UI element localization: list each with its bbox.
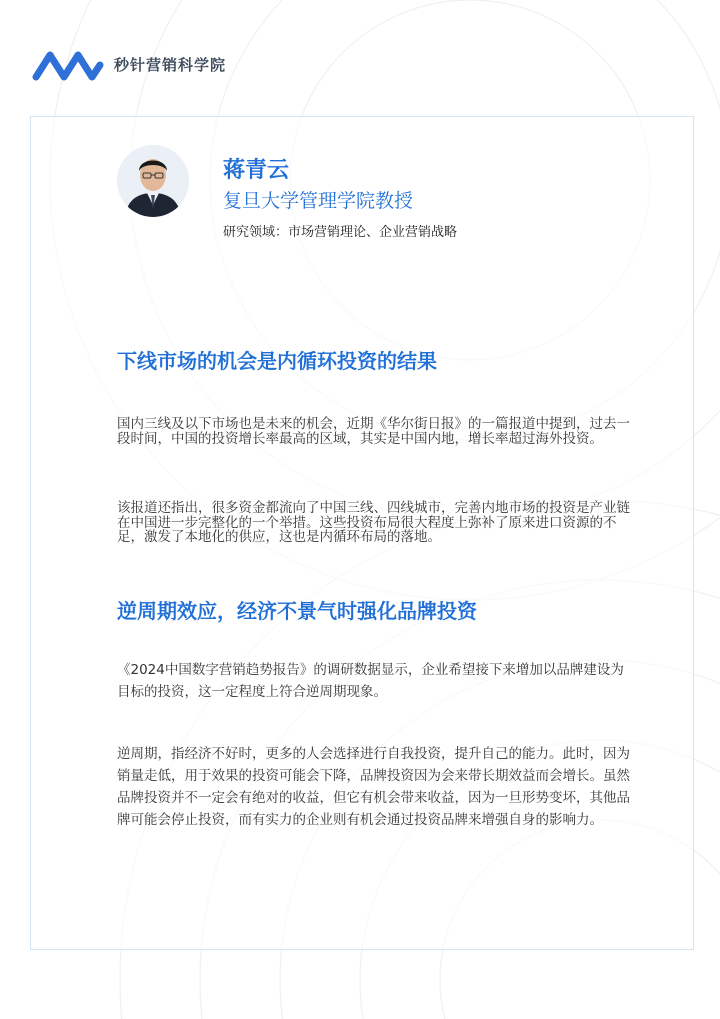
mw-logo-icon: [32, 47, 104, 81]
profile-text: [223, 157, 457, 240]
author-research-field: 研究领域：市场营销理论、企业营销战略: [223, 225, 458, 240]
article-card: [30, 116, 694, 950]
section-1-heading: 下线市场的机会是内循环投资的结果: [117, 349, 437, 373]
person-portrait-icon: [117, 145, 189, 217]
section-2-heading: 逆周期效应，经济不景气时强化品牌投资: [117, 599, 477, 623]
author-profile: [117, 145, 457, 240]
section-1-paragraph-1: 国内三线及以下市场也是未来的机会，近期《华尔街日报》的一篇报道中提到，过去一段时间，中国的投资增长率最高的区域，其实是中国内地，增长率超过海外投资。: [117, 416, 630, 447]
section-2-paragraph-1: 《2024中国数字营销趋势报告》的调研数据显示，企业希望接下来增加以品牌建设为目标的投资，这一定程度上符合逆周期现象。: [117, 662, 624, 700]
author-title: 复旦大学管理学院教授: [223, 190, 414, 212]
section-2-paragraph-2: 逆周期，指经济不好时，更多的人会选择进行自我投资，提升自己的能力。此时，因为销量走低，用于效果的投资可能会下降，品牌投资因为会来带长期效益而会增长。虽然品牌投资并不一定会有绝对的收益，但它有机会带来收益，因为一旦形势变坏，其他品牌可能会停止投资，而有实力的企业则有机会通过投资品牌来增强自身的影响力。: [117, 746, 630, 828]
section-1-paragraph-2: 该报道还指出，很多资金都流向了中国三线、四线城市，完善内地市场的投资是产业链在中国进一步完整化的一个举措。这些投资布局很大程度上弥补了原来进口资源的不足，激发了本地化的供应，这也是内循环布局的落地。: [117, 500, 630, 545]
author-name: 蒋青云: [223, 158, 290, 183]
brand-header: [32, 46, 226, 82]
brand-name: 秒针营销科学院: [114, 55, 227, 74]
